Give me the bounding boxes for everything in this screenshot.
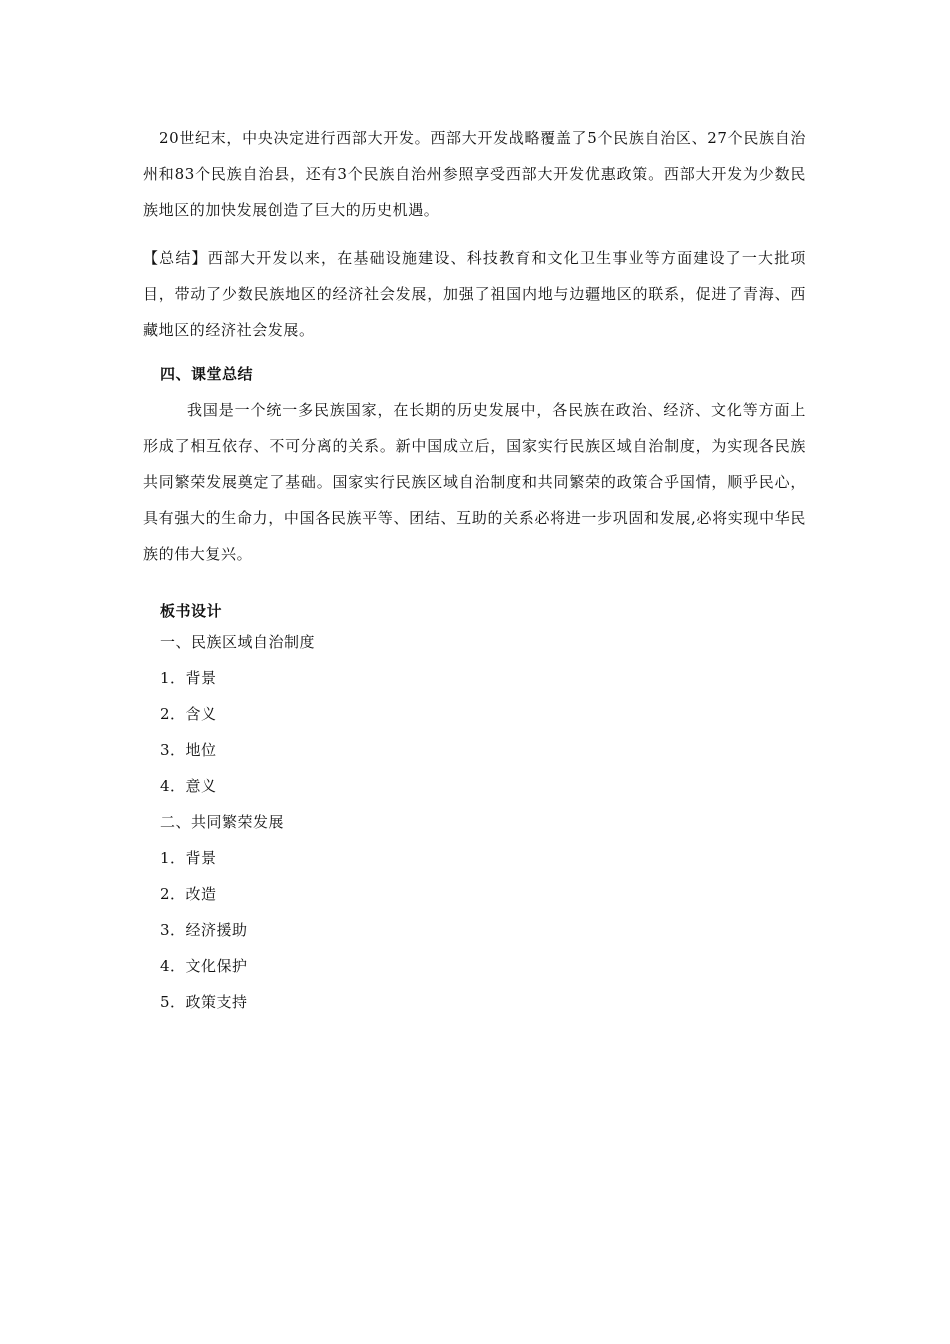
- board-outline: [160, 630, 315, 1026]
- heading-class-summary: 四、课堂总结: [160, 365, 254, 383]
- outline-item: 4．文化保护: [160, 957, 248, 975]
- outline-item: 2．改造: [160, 885, 217, 903]
- outline-section-1: 一、民族区域自治制度: [160, 633, 316, 651]
- heading-board-design: 板书设计: [160, 602, 223, 620]
- outline-item: 5．政策支持: [160, 993, 248, 1011]
- paragraph-western-development: 20世纪末，中央决定进行西部大开发。西部大开发战略覆盖了5个民族自治区、27个民族自治州和83个民族自治县，还有3个民族自治州参照享受西部大开发优惠政策。西部大开发为少数民族地区的加快发展创造了巨大的历史机遇。: [143, 129, 806, 219]
- summary-tag: 【总结】: [143, 249, 208, 267]
- outline-item: 1．背景: [160, 849, 217, 867]
- paragraph-summary: [143, 240, 806, 348]
- outline-item: 4．意义: [160, 777, 217, 795]
- paragraph-class-summary: 我国是一个统一多民族国家，在长期的历史发展中，各民族在政治、经济、文化等方面上形成了相互依存、不可分离的关系。新中国成立后，国家实行民族区域自治制度，为实现各民族共同繁荣发展奠定了基础。国家实行民族区域自治制度和共同繁荣的政策合乎国情，顺乎民心，具有强大的生命力，中国各民族平等、团结、互助的关系必将进一步巩固和发展,必将实现中华民族的伟大复兴。: [143, 401, 806, 563]
- outline-section-2: 二、共同繁荣发展: [160, 813, 285, 831]
- summary-text: 西部大开发以来，在基础设施建设、科技教育和文化卫生事业等方面建设了一大批项目，带动了少数民族地区的经济社会发展，加强了祖国内地与边疆地区的联系，促进了青海、西藏地区的经济社会发展。: [143, 249, 806, 339]
- outline-item: 1．背景: [160, 669, 217, 687]
- outline-item: 2．含义: [160, 705, 217, 723]
- outline-item: 3．经济援助: [160, 921, 248, 939]
- outline-item: 3．地位: [160, 741, 217, 759]
